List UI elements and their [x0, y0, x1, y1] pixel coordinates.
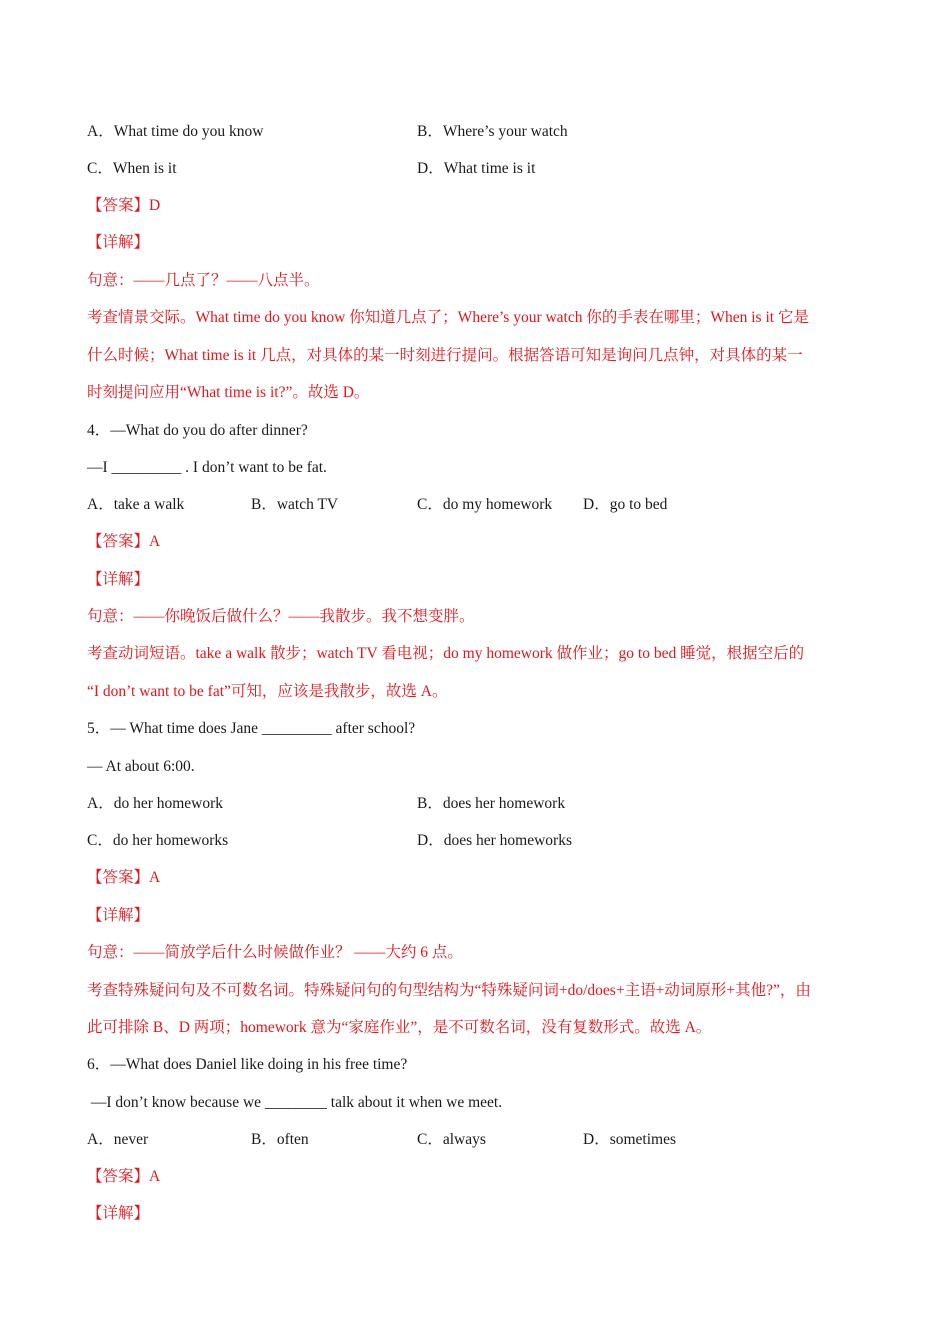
q3-option-b: B．Where’s your watch: [417, 123, 568, 140]
q5-option-c: C．do her homeworks: [87, 832, 229, 849]
q3-option-c: C．When is it: [87, 160, 177, 177]
q5-stem-reply: — At about 6:00.: [87, 758, 195, 775]
q3-detail-label: 【详解】: [87, 234, 150, 251]
q4-explain-line-1: 考查动词短语。take a walk 散步；watch TV 看电视；do my homework 做作业；go to bed 睡觉，根据空后的: [87, 645, 805, 662]
q3-option-a: A．What time do you know: [87, 123, 264, 140]
q3-answer: 【答案】D: [87, 197, 161, 214]
q4-option-b: B．watch TV: [251, 496, 339, 513]
q4-stem: 4．—What do you do after dinner?: [87, 422, 308, 439]
q4-stem-reply: —I _________ . I don’t want to be fat.: [87, 459, 327, 476]
q5-option-b: B．does her homework: [417, 795, 566, 812]
q5-option-d: D．does her homeworks: [417, 832, 572, 849]
q3-explain-line-1: 考查情景交际。What time do you know 你知道几点了；Where’s your watch 你的手表在哪里；When is it 它是: [87, 309, 809, 326]
q3-explain-line-3: 时刻提问应用“What time is it?”。故选 D。: [87, 384, 370, 401]
q6-detail-label: 【详解】: [87, 1205, 150, 1222]
q5-meaning: 句意：——简放学后什么时候做作业？ ——大约 6 点。: [87, 944, 463, 961]
q4-answer: 【答案】A: [87, 533, 161, 550]
q6-option-b: B．often: [251, 1131, 309, 1148]
q5-stem: 5．— What time does Jane _________ after school?: [87, 720, 416, 737]
q5-answer: 【答案】A: [87, 869, 161, 886]
q4-option-d: D．go to bed: [583, 496, 668, 513]
q5-option-a: A．do her homework: [87, 795, 224, 812]
q3-option-d: D．What time is it: [417, 160, 536, 177]
q5-explain-line-1: 考查特殊疑问句及不可数名词。特殊疑问句的句型结构为“特殊疑问词+do/does+主语+动词原形+其他?”，由: [87, 982, 811, 999]
q3-explain-line-2: 什么时候；What time is it 几点，对具体的某一时刻进行提问。根据答语可知是询问几点钟，对具体的某一: [87, 347, 803, 364]
q6-option-c: C．always: [417, 1131, 486, 1148]
q3-meaning: 句意：——几点了？——八点半。: [87, 272, 320, 289]
q6-stem: 6．—What does Daniel like doing in his free time?: [87, 1056, 408, 1073]
q6-option-a: A．never: [87, 1131, 149, 1148]
q5-detail-label: 【详解】: [87, 907, 150, 924]
q4-option-a: A．take a walk: [87, 496, 185, 513]
q4-explain-line-2: “I don’t want to be fat”可知，应该是我散步，故选 A。: [87, 683, 448, 700]
q4-meaning: 句意：——你晚饭后做什么？——我散步。我不想变胖。: [87, 608, 475, 625]
q5-explain-line-2: 此可排除 B、D 两项；homework 意为“家庭作业”，是不可数名词，没有复数形式。故选 A。: [87, 1019, 712, 1036]
q4-option-c: C．do my homework: [417, 496, 553, 513]
q6-option-d: D．sometimes: [583, 1131, 676, 1148]
q6-stem-reply: —I don’t know because we ________ talk about it when we meet.: [87, 1094, 503, 1111]
q4-detail-label: 【详解】: [87, 571, 150, 588]
q6-answer: 【答案】A: [87, 1168, 161, 1185]
